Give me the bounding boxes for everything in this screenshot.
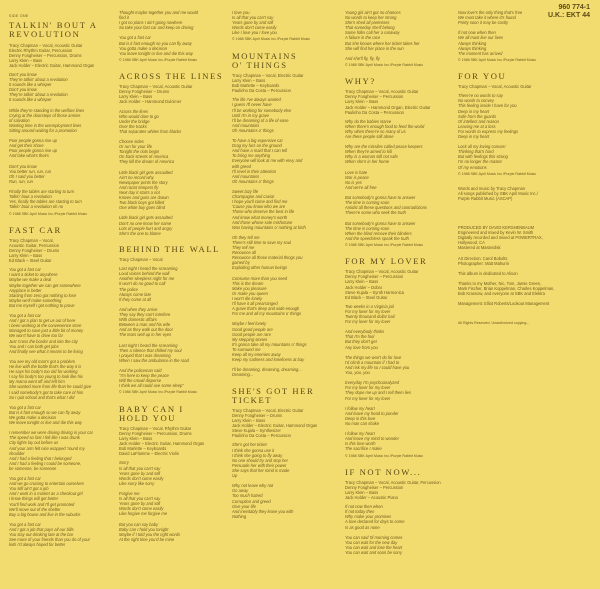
- lyrics-column-5: [458, 10, 558, 585]
- song-copyright: © 1988 SBK April Music Inc./Purple Rabbit Music: [232, 37, 311, 42]
- song-credits: Tracy Chapman – Vocal, Acoustic Guitar Denny Fongheiser – Drums Larry Klein – Bass Jack Holder – Hammond Dulcimer: [119, 84, 193, 105]
- song-mountains-o-things: [232, 52, 335, 378]
- song-shes-got-her-ticket-continued: [345, 10, 450, 68]
- song-copyright: © 1988 SBK April Music Inc./Purple Rabbit Music: [9, 211, 88, 216]
- lyrics-column-2: [119, 10, 224, 585]
- song-title: BABY CAN I HOLD YOU: [119, 403, 184, 423]
- song-lyrics: Young girl ain't got no chances No words to keep her strong She's shed all pretenses That someday she'll belong Some folks call her a runaway A failure in the race But she knows where her ticket takes her She will find her place in the sun And she'll fly, fly, fly: [345, 10, 420, 61]
- lyrics-column-3: [232, 10, 335, 585]
- song-lyrics: Two weeks in a Virginia jail For my lover for my lover Twenty thousand dollar bail For my lover for my lover And everybody thinks That I'm the fool But they don't get Any love from you The things we won't do for love I'd climb a mountain if I had to And risk my life so I could have you You, you, you Everyday I'm psychoanalyzed For my lover for my lover They dope me up and I tell them lies For my lover for my lover I follow my heart And leave my head to ponder Deep in this love No man can shake I follow my heart And leave my mind to wonder Is this love worth The sacrifice I make: [345, 303, 411, 452]
- side-label: SIDE ONE: [9, 14, 29, 18]
- song-title: SHE'S GOT HER TICKET: [232, 385, 315, 405]
- song-baby-can-i-hold-you: [119, 405, 224, 542]
- song-copyright: © 1988 SBK April Music Inc./Purple Rabbit Music: [458, 171, 537, 176]
- song-title: FOR MY LOVER: [345, 256, 428, 267]
- song-lyrics: Thought maybe together you and me would find it I got no plans I ain't going nowhere So take your fast car and keep on driving You got a fast car But is it fast enough so you can fly away You gotta make a decision You leave tonight or live and die this way: [119, 10, 198, 56]
- song-lyrics: Across the lines Who would dare to go Under the bridge Over the tracks That separates whites from blacks Choose sides Or run for your life Tonight the riots begin On back streets of America They kill the dream of America Little black girl gets assaulted Ain't no record why Newspaper prints the story And racist tempers fly Next day it starts a riot Knives and guns are drawn Two black boys got killed One white boy goes blind Little black girl gets assaulted Don't no one know her name Lots of people hurt and angry She's the one to blame: [119, 108, 182, 236]
- lyrics-column-4: [345, 10, 450, 585]
- song-copyright: © 1988 SBK April Music Inc./Purple Rabbit Music: [458, 57, 537, 62]
- song-title: FAST CAR: [9, 224, 62, 235]
- song-fast-car-continued: [119, 10, 224, 63]
- song-credits: Tracy Chapman – Vocal, Acoustic Guitar Denny Fongheiser – Percussion Larry Klein – Bass Jack Holder – Dobro Steve Kujala – Synth Harmonica Ed Black – Steel Guitar: [345, 269, 419, 300]
- song-lyrics: Sorry Is all that you can't say Years gone by and still Words don't come easily Like sorry like sorry Forgive me Is all that you can't say Years gone by and still Words don't come easily Like forgive me forgive me But you can say baby Baby can I hold you tonight Maybe if I told you the right words At the right time you'd be mine: [119, 460, 181, 542]
- song-credits: Tracy Chapman – Vocal, Acoustic Guitar, Percussion Denny Fongheiser – Drums Larry Klein – Bass Ed Black – Steel Guitar: [9, 237, 60, 264]
- song-lyrics: You got a fast car I want a ticket to anywhere Maybe we make a deal Maybe together we can get somewhere Anyplace is better Starting from zero got nothing to lose Maybe we'll make something But me myself I got nothing to prove You got a fast car And I got a plan to get us out of here I been working at the convenience store Managed to save just a little bit of money We won't have to drive too far Just 'cross the border and into the city You and I can both get jobs And finally see what it means to be living You see my old man's got a problem He live with the bottle that's the way it is He says his body's too old for working I say his body's too young to look like his My mama went off and left him She wanted more from life than he could give I said somebody's got to take care of him So I quit school and that's what I did You got a fast car But is it fast enough so we can fly away We gotta make a decision We leave tonight or live and die this way I remember we were driving driving in your car The speed so fast I felt like I was drunk City lights lay out before us And your arm felt nice wrapped 'round my shoulder And I had a feeling that I belonged And I had a feeling I could be someone, be someone, be someone You got a fast car And we go cruising to entertain ourselves You still ain't got a job And I work in a market as a checkout girl I know things will get better You'll find work and I'll get promoted We'll move out of the shelter Buy a big house and live in the suburbs You got a fast car And I got a job that pays all our bills You stay out drinking late at the bar See more of your friends than you do of your kids I'd always hoped for better: [9, 267, 93, 548]
- song-lyrics: Don't you know They're talkin' about a revolution It sounds like a whisper Don't you know They're talkin' about a revolution It sounds like a whisper While they're standing in the welfare lines Crying at the doorsteps of those armies of salvation Wasting time in the unemployment lines Sitting around waiting for a promotion Poor people gonna rise up And get their share Poor people gonna rise up And take what's theirs Don't you know You better run, run, run Oh I said you better Run, run, run Finally the tables are starting to turn Talkin' bout a revolution Yes, finally the tables are starting to turn Talkin' bout a revolution oh no: [9, 71, 85, 210]
- song-credits: Tracy Chapman – Vocal, Electric Guitar Denny Fongheiser – Drums Larry Klein – Bass Jack Holder – Electric Guitar, Hammond Organ Steve Kujala – Synthesizer Paulinho Da Costa – Percussion: [232, 407, 318, 439]
- song-credits: Tracy Chapman – Vocal, Acoustic Guitar, Percussion Denny Fongheiser – Percussion Larry Klein – Bass Jack Holder – Acoustic Piano: [345, 479, 441, 501]
- publishing-note: Words and music by Tracy Chapman All songs published by SBK April Music Inc./ Purple Rabbit Music (ASCAP): [458, 185, 538, 201]
- song-lyrics: Last night I heard the screaming Loud voices behind the wall Another sleepless night for me It won't do no good to call The police Always come late If they come at all And when they arrive They say they can't interfere With domestic affairs Between a man and his wife And as they walk out the door The tears well up in her eyes Last night I heard the screaming Then a silence that chilled my soul I prayed that I was dreaming When I saw the ambulance in the road And the policeman said "I'm here to keep the peace Will the crowd disperse I think we all could use some sleep": [119, 266, 189, 389]
- song-credits: Tracy Chapman – Vocal, Acoustic Guitar Electric Rhythm Guitar, Percussion Denny Fongheiser – Percussion, Drums Larry Klein – Bass Jack Holder – Electric Guitar, Hammond Organ: [9, 42, 95, 68]
- song-baby-can-i-hold-you-continued: [232, 10, 335, 43]
- song-credits: Tracy Chapman – Vocal, Acoustic Guitar Denny Fongheiser – Percussion Larry Klein – Bass Jack Holder – Hammond Organ, Electric Guitar Paulinho Da Costa – Percussion: [345, 89, 431, 115]
- song-for-you: [458, 72, 558, 177]
- song-if-not-now-continued: [458, 10, 558, 63]
- song-behind-the-wall: [119, 245, 224, 396]
- song-copyright: © 1988 SBK April Music Inc./Purple Rabbit Music: [119, 57, 198, 62]
- song-title: MOUNTAINS O' THINGS: [232, 50, 298, 70]
- song-title: WHY?: [345, 76, 376, 87]
- song-across-the-lines: [119, 72, 224, 236]
- catalog-number-primary: 960 774-1: [558, 4, 590, 11]
- song-title: TALKIN' BOUT A REVOLUTION: [9, 20, 98, 40]
- song-lyrics: The life I've always wanted I guess I'll never have I'll be working for somebody else Until I'm in my grave I'll be dreaming of a life of ease And mountains Oh mountains o' things To have a big expensive car Drag my furs on the ground And have a maid that I can tell To bring me anything Everyone will look at me with envy and with greed I'll revel in their attention And mountains Oh mountains o' things Sweet lazy life Champagne and caviar I hope you'll come and find me 'Cause you know who we are Those who deserve the best in life And know what money's worth And those whose sole misfortune Was having mountains o' nothing at birth Oh they tell me There's still time to save my soul They tell me Renounce all Renounce all those material things you gained by Exploiting other human beings Consume more than you need This is the dream Make you pleasure Or make you queen I won't die lonely I'll have it all prearranged A grave that's deep and wide enough For me and all my mountains o' things Maybe I feel lonely Good good people are Good people are rare My stepping stones It's gonna take all my mountains o' things To surround me Keep all my enemies away Keep my sadness and loneliness at bay I'll be dreaming, dreaming, dreaming... Dreaming...: [232, 97, 307, 378]
- production-credits: PRODUCED BY DAVID KERSHENBAUM Engineered and mixed by Kevin W. Smith Digitally recorded and mixed at POWERTRAX, Hollywood, CA Mastered at Masterdisk Art Direction: Carol Bobolts Photographer: Matt Mahurin This album is dedicated to Alison Thanks to my Mother, Nic, Tom, Jamie Green, Mark Fischer, Brian Koppelman, Charles Koppelman, Bob Krasnow, and everyone at SBK and Elektra Management: Elliot Roberts/Lookout Management: [458, 225, 555, 307]
- song-credits: Tracy Chapman – Vocal, Electric Guitar Larry Klein – Bass Bob Marlette – Keyboards Paulinho Da Costa – Percussion: [232, 72, 304, 94]
- song-lyrics: If not now then when If not today then Why make your promises A love declared for days to come Is as good as none You can said 'til morning comes You can wait for the new day You can wait and lose the heart You can wait and soon be sorry: [345, 504, 405, 556]
- song-if-not-now: [345, 468, 450, 556]
- song-lyrics: I love you Is all that you can't say Years gone by and still Words don't come easily Like I love you I love you: [232, 10, 277, 36]
- song-lyrics: Now love's the only thing that's free We must take it where it's found Pretty soon it may be costly If not now when then We all must live our lives Always thinking Always thinking The moment has arrived: [458, 10, 523, 56]
- song-credits: Tracy Chapman – Vocal, Acoustic Guitar: [458, 84, 532, 90]
- song-title: ACROSS THE LINES: [119, 70, 224, 81]
- song-title: BEHIND THE WALL: [119, 243, 221, 254]
- song-title: FOR YOU: [458, 70, 507, 81]
- song-lyrics: She's got her ticket I think she gonna use it I think she going to fly away No one should try and stop her Persuade her with their power She says that her mind is made Up Why not leave why not Go away Too much hatred Corruption and greed Give your life And inevitably they leave you with Nothing: [232, 442, 294, 519]
- song-talkin-bout-a-revolution: [9, 21, 112, 217]
- song-title: IF NOT NOW...: [345, 466, 422, 477]
- song-fast-car: [9, 226, 112, 548]
- song-copyright: © 1988 SBK April Music Inc./Purple Rabbit Music: [119, 390, 198, 395]
- song-copyright: © 1988 SBK April Music Inc./Purple Rabbit Music: [345, 453, 424, 458]
- song-copyright: © 1988 SBK April Music Inc./Purple Rabbit Music: [345, 242, 424, 247]
- song-why: [345, 77, 450, 248]
- lyrics-column-1: [9, 10, 112, 585]
- rights-notice: All Rights Reserved. Unauthorized copying...: [458, 320, 530, 325]
- song-lyrics: There're no words to say No words to convey This feeling inside I have for you Deep in my heart Safe from the guards Of intellect and reason Leaving me at a loss For words to express my feelings Deep in my heart Lock all my loving convos! Thinking that's hard But with feelings this strong I'm no longer the master Of my emotions: [458, 93, 519, 170]
- song-credits: Tracy Chapman – Vocal, Rhythm Guitar Denny Fongheiser – Percussion, Drums Larry Klein – Bass Jack Holder – Electric Guitar, Hammond Organ Bob Marlette – Keyboards David LaFlamme – Electric Violin: [119, 425, 205, 457]
- catalog-number-uk: U.K.: EKT 44: [547, 12, 590, 19]
- song-for-my-lover: [345, 257, 450, 459]
- song-credits: Tracy Chapman – Vocal: [119, 257, 163, 263]
- song-lyrics: Why do the babies starve When there's enough food to feed the world Why when there're so many of us Are there people still alone Why are the missiles called peace keepers When they're aimed to kill Why is a woman still not safe When she's in her home Love is hate War is peace No is yes And we're all free But somebody's gonna have to answer The time is coming soon Amidst all these questions and contradictions There're some who seek the truth But somebody's gonna have to answer The time is coming soon When the blind remove their blinders And the speechless speak the truth: [345, 118, 427, 241]
- song-copyright: © 1988 SBK April Music Inc./Purple Rabbit Music: [345, 62, 424, 67]
- song-shes-got-her-ticket: [232, 387, 335, 519]
